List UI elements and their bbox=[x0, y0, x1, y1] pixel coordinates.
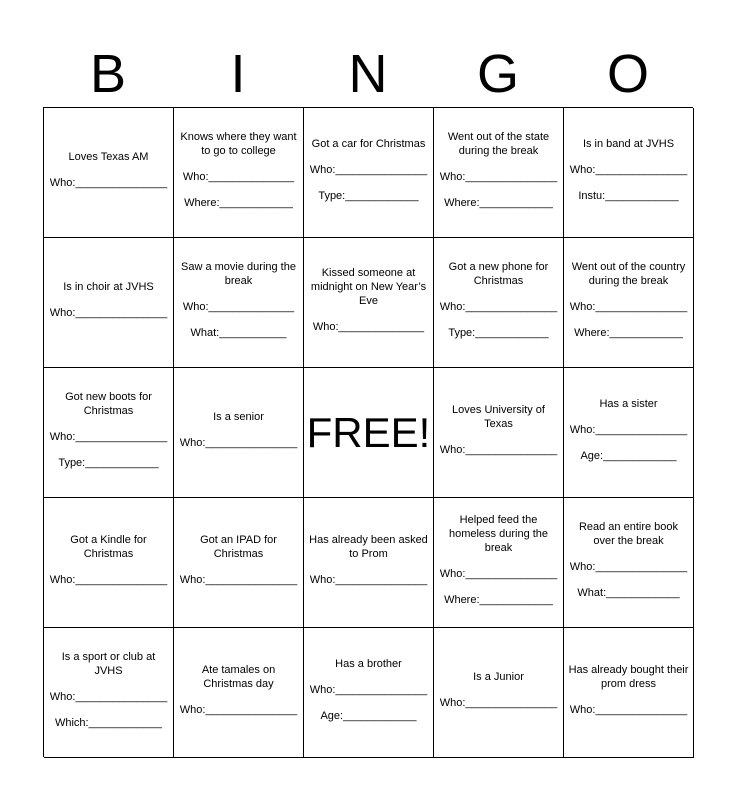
cell-prompt: Is in choir at JVHS bbox=[63, 280, 154, 293]
cell-answer-line: Instu:____________ bbox=[578, 189, 679, 202]
header-letter-n: N bbox=[348, 44, 388, 104]
cell-prompt: Kissed someone at midnight on New Year’s Eve bbox=[310, 266, 427, 307]
cell-answer-line: Where:____________ bbox=[444, 593, 553, 606]
cell-answer-line: Who:_______________ bbox=[569, 163, 688, 176]
cell-prompt: Got a car for Christmas bbox=[311, 137, 426, 150]
cell-prompt: Is a sport or club at JVHS bbox=[61, 650, 156, 677]
cell-answer-line: What:___________ bbox=[190, 326, 287, 339]
cell-answer-line: Who:_______________ bbox=[309, 573, 428, 586]
cell-answer-line: Who:_______________ bbox=[49, 176, 168, 189]
bingo-cell bbox=[304, 628, 434, 758]
cell-answer-line: Type:____________ bbox=[318, 189, 419, 202]
cell-prompt: Is a senior bbox=[213, 410, 264, 423]
header-letter-b: B bbox=[89, 44, 127, 104]
bingo-cell bbox=[564, 108, 694, 238]
bingo-cell bbox=[434, 628, 564, 758]
cell-answer-line: Who:_______________ bbox=[49, 690, 168, 703]
cell-answer-line: Who:_______________ bbox=[439, 170, 558, 183]
cell-answer-line: Who:_______________ bbox=[569, 423, 688, 436]
cell-answer-line: Where:____________ bbox=[184, 196, 293, 209]
bingo-cell bbox=[44, 368, 174, 498]
cell-answer-line: Type:____________ bbox=[58, 456, 159, 469]
cell-answer-line: Which:____________ bbox=[54, 716, 163, 729]
bingo-cell bbox=[304, 238, 434, 368]
cell-prompt: Loves Texas AM bbox=[68, 150, 149, 163]
bingo-cell bbox=[174, 238, 304, 368]
cell-prompt: Has a sister bbox=[599, 397, 658, 410]
bingo-cell bbox=[304, 108, 434, 238]
cell-answer-line: Where:____________ bbox=[574, 326, 683, 339]
bingo-grid bbox=[43, 107, 693, 757]
bingo-cell bbox=[44, 238, 174, 368]
cell-answer-line: Who:_______________ bbox=[49, 430, 168, 443]
bingo-cell bbox=[564, 498, 694, 628]
cell-answer-line: Who:_______________ bbox=[179, 703, 298, 716]
cell-prompt: Has already been asked to Prom bbox=[309, 533, 428, 560]
cell-answer-line: Who:_______________ bbox=[49, 306, 168, 319]
cell-answer-line: Who:_______________ bbox=[309, 683, 428, 696]
cell-answer-line: Where:____________ bbox=[444, 196, 553, 209]
bingo-cell bbox=[44, 108, 174, 238]
cell-prompt: Went out of the state during the break bbox=[447, 130, 550, 157]
cell-answer-line: Who:_______________ bbox=[439, 567, 558, 580]
bingo-cell bbox=[434, 498, 564, 628]
cell-answer-line: Age:____________ bbox=[580, 449, 677, 462]
cell-prompt: Saw a movie during the break bbox=[181, 260, 296, 287]
free-space-cell bbox=[304, 368, 434, 498]
bingo-cell bbox=[434, 238, 564, 368]
cell-answer-line: Who:_______________ bbox=[179, 436, 298, 449]
free-space-label: FREE! bbox=[306, 408, 431, 456]
cell-answer-line: Age:____________ bbox=[320, 709, 417, 722]
bingo-cell bbox=[174, 628, 304, 758]
cell-prompt: Is a Junior bbox=[473, 670, 524, 683]
bingo-cell bbox=[564, 368, 694, 498]
bingo-cell bbox=[304, 498, 434, 628]
cell-prompt: Read an entire book over the break bbox=[578, 520, 679, 547]
cell-answer-line: Who:_______________ bbox=[439, 300, 558, 313]
cell-answer-line: What:____________ bbox=[577, 586, 680, 599]
cell-answer-line: Who:_______________ bbox=[179, 573, 298, 586]
cell-answer-line: Who:_______________ bbox=[569, 703, 688, 716]
bingo-header bbox=[43, 40, 693, 108]
header-letter-i: I bbox=[230, 44, 246, 104]
bingo-cell bbox=[564, 238, 694, 368]
cell-prompt: Helped feed the homeless during the break bbox=[448, 513, 549, 554]
cell-answer-line: Who:_______________ bbox=[439, 443, 558, 456]
cell-prompt: Loves University of Texas bbox=[452, 403, 545, 430]
cell-prompt: Is in band at JVHS bbox=[582, 137, 675, 150]
cell-prompt: Got an IPAD for Christmas bbox=[200, 533, 277, 560]
cell-prompt: Has a brother bbox=[335, 657, 402, 670]
bingo-cell bbox=[44, 498, 174, 628]
cell-answer-line: Who:_______________ bbox=[439, 696, 558, 709]
cell-answer-line: Who:______________ bbox=[182, 170, 295, 183]
cell-answer-line: Who:______________ bbox=[182, 300, 295, 313]
bingo-cell bbox=[174, 498, 304, 628]
cell-prompt: Has already bought their prom dress bbox=[568, 663, 689, 690]
bingo-cell bbox=[434, 108, 564, 238]
cell-answer-line: Who:_______________ bbox=[309, 163, 428, 176]
bingo-cell bbox=[174, 368, 304, 498]
cell-answer-line: Who:_______________ bbox=[569, 560, 688, 573]
cell-prompt: Got a Kindle for Christmas bbox=[70, 533, 147, 560]
header-letter-o: O bbox=[606, 44, 649, 104]
cell-prompt: Ate tamales on Christmas day bbox=[201, 663, 276, 690]
cell-prompt: Went out of the country during the break bbox=[571, 260, 686, 287]
bingo-cell bbox=[174, 108, 304, 238]
cell-answer-line: Who:_______________ bbox=[569, 300, 688, 313]
cell-answer-line: Who:_______________ bbox=[49, 573, 168, 586]
cell-answer-line: Type:____________ bbox=[448, 326, 549, 339]
cell-prompt: Knows where they want to go to college bbox=[180, 130, 297, 157]
header-letter-g: G bbox=[476, 44, 519, 104]
bingo-cell bbox=[44, 628, 174, 758]
bingo-cell bbox=[434, 368, 564, 498]
cell-prompt: Got a new phone for Christmas bbox=[448, 260, 549, 287]
bingo-cell bbox=[564, 628, 694, 758]
cell-answer-line: Who:______________ bbox=[312, 320, 425, 333]
cell-prompt: Got new boots for Christmas bbox=[65, 390, 152, 417]
